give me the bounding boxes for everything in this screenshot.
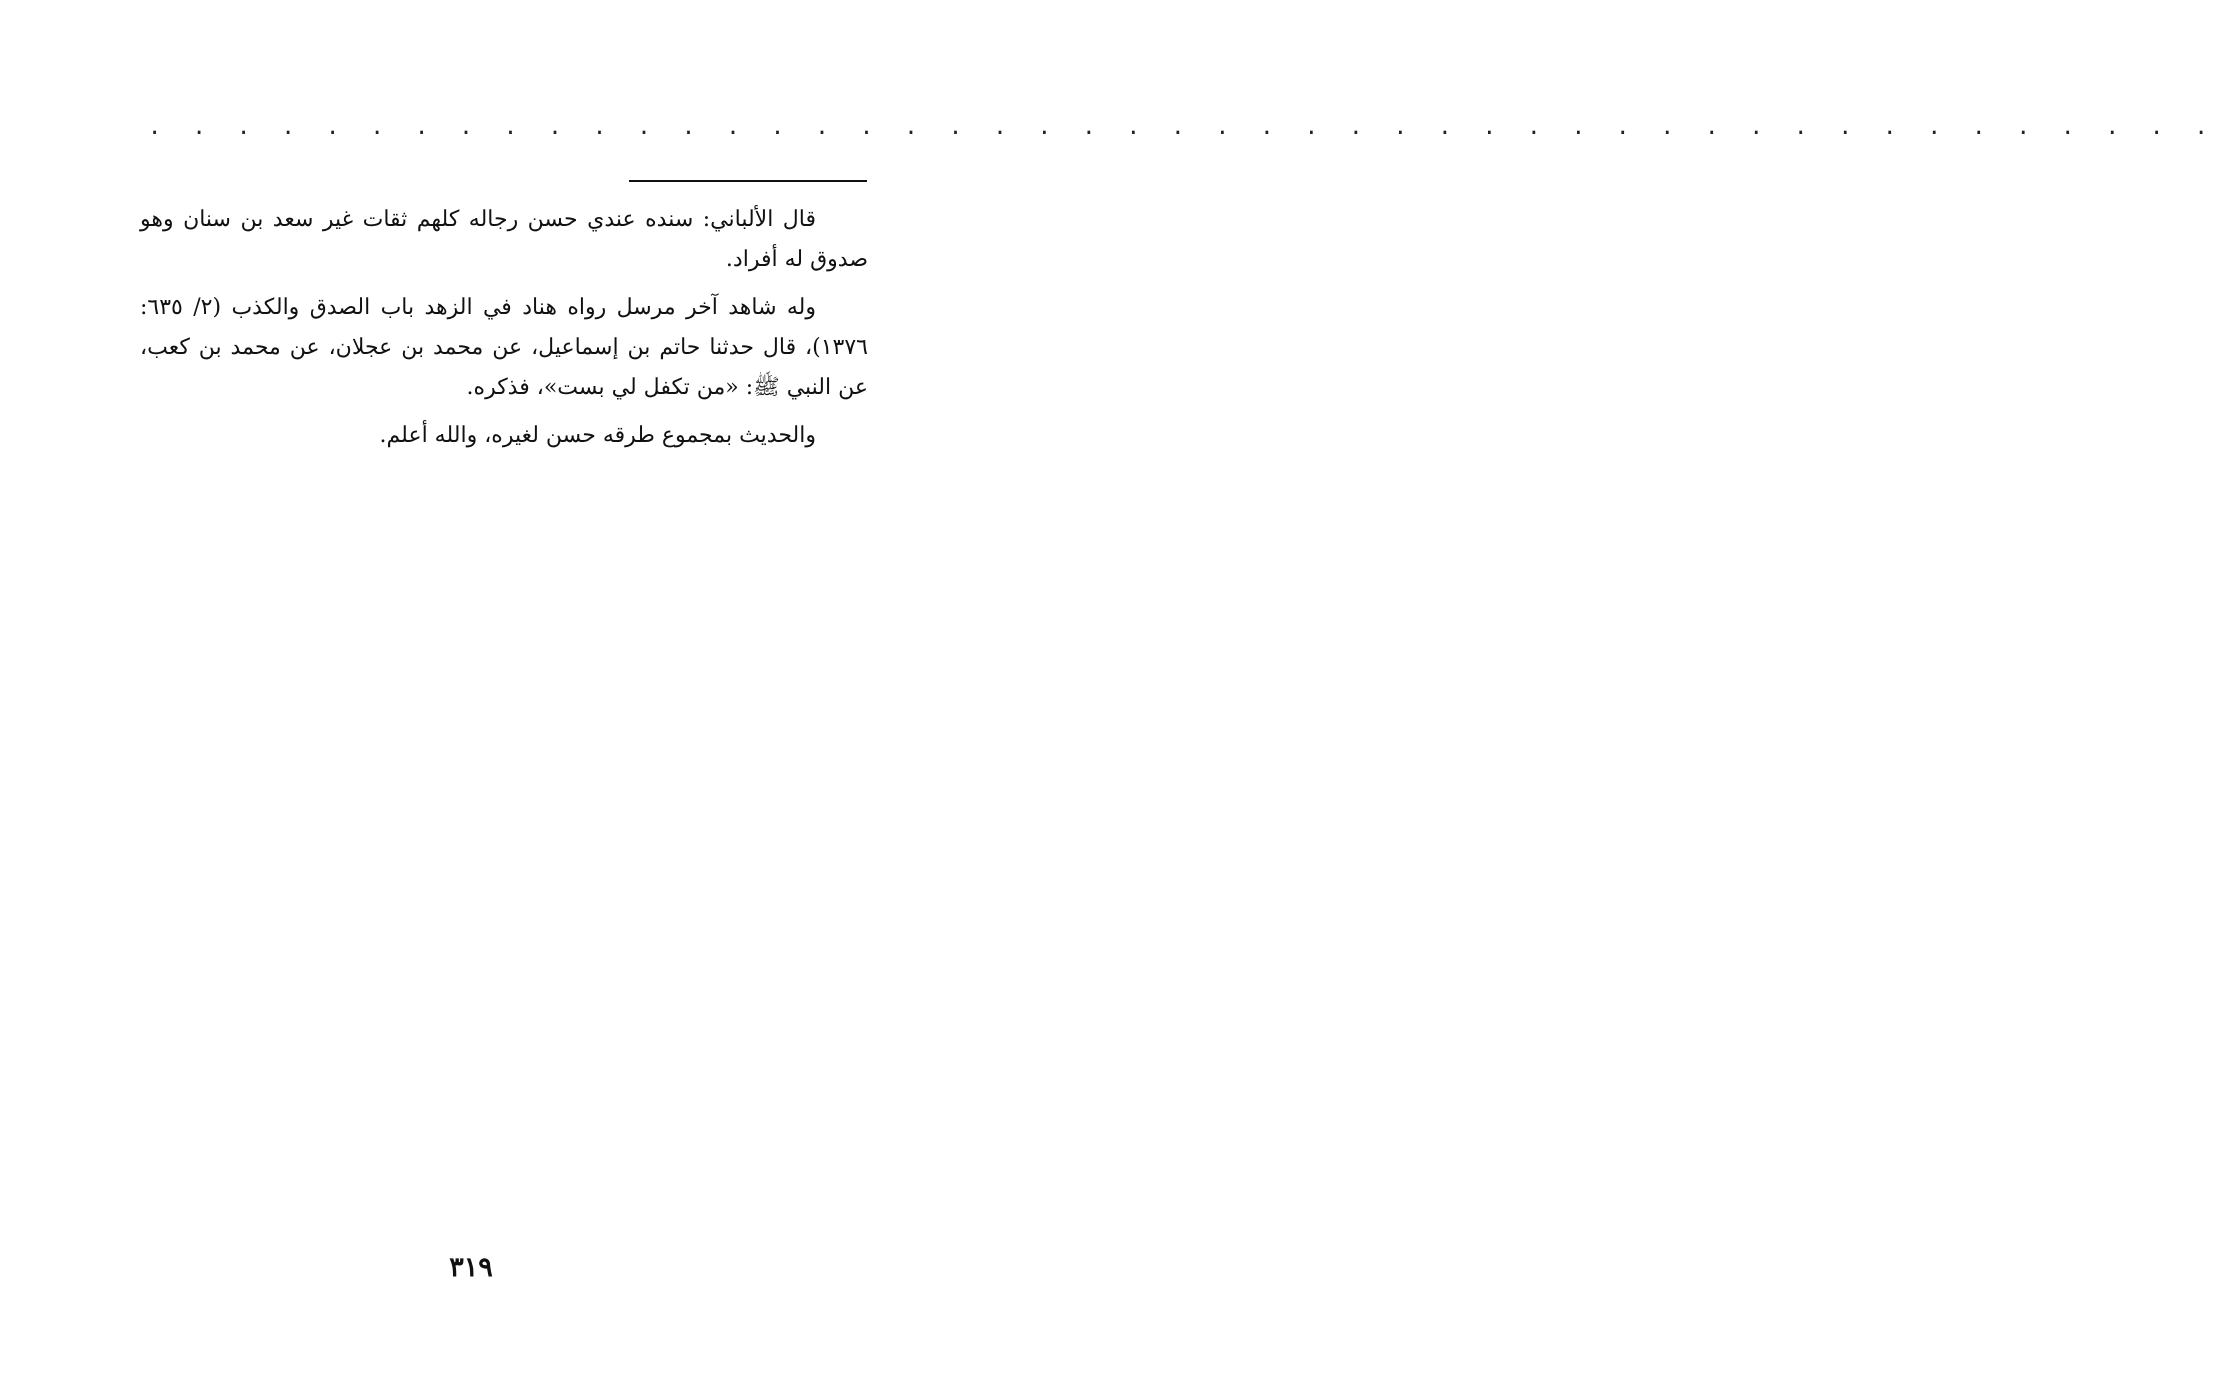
footnote-paragraph-hannad: وله شاهد آخر مرسل رواه هناد في الزهد باب الصدق والكذب (٢/ ٦٣٥: ١٣٧٦)، قال حدثنا حاتم بن إسماعيل، عن محمد بن عجلان، عن محمد بن كعب، عن النبي ﷺ: «من تكفل لي بست»، فذكره. [140, 295, 868, 400]
footnote-text-block [140, 200, 868, 464]
footnote-paragraph-albani: قال الألباني: سنده عندي حسن رجاله كلهم ثقات غير سعد بن سنان وهو صدوق له أفراد. [140, 207, 868, 272]
dotted-separator: . . . . . . . . . . . . . . . . . . . . . . . . . . . . . . . . . . . . . . . . . . . . . . . [148, 115, 2217, 140]
footnote-paragraph-conclusion: والحديث بمجموع طرقه حسن لغيره، والله أعلم. [379, 423, 816, 448]
footnote-rule [629, 180, 867, 182]
page-number: ٣١٩ [449, 1252, 493, 1283]
